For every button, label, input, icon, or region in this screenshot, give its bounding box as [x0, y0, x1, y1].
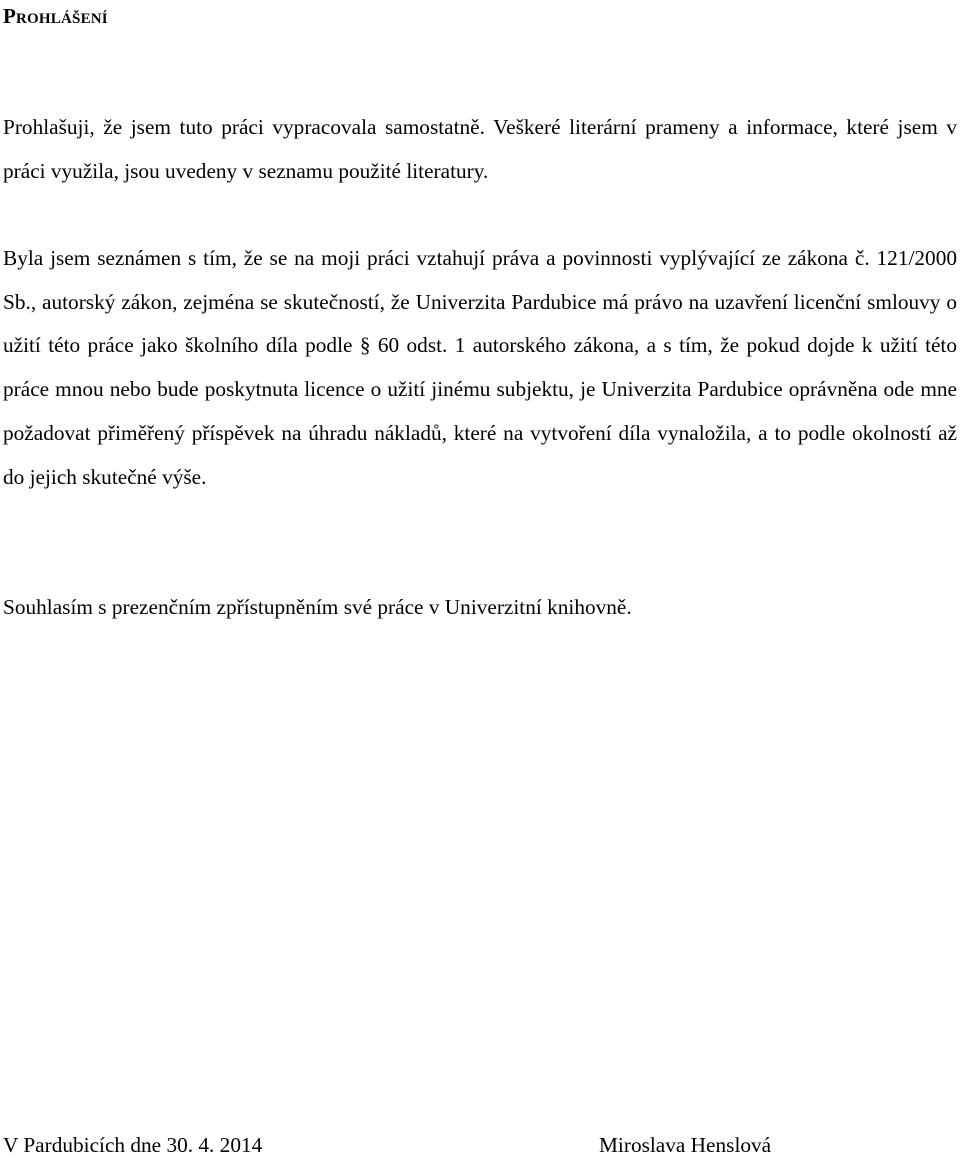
- declaration-heading: Prohlášení: [3, 4, 108, 28]
- declaration-paragraph-library-consent: Souhlasím s prezenčním zpřístupněním své práce v Univerzitní knihovně.: [3, 595, 632, 619]
- place-and-date: V Pardubicích dne 30. 4. 2014: [3, 1133, 263, 1157]
- declaration-paragraph-copyright: Byla jsem seznámen s tím, že se na moji práci vztahují práva a povinnosti vyplývající ze zákona č. 121/2000 Sb., autorský zákon, zejména se skutečností, že Univerzita Pardubice má právo na uzavření licenční smlouvy o užití této práce jako školního díla podle § 60 odst. 1 autorského zákona, a s tím, že pokud dojde k užití této práce mnou nebo bude poskytnuta licence o užití jinému subjektu, je Univerzita Pardubice oprávněna ode mne požadovat přiměřený příspěvek na úhradu nákladů, které na vytvoření díla vynaložila, a to podle okolností až do jejich skutečné výše.: [3, 246, 957, 489]
- declaration-paragraph-authorship: Prohlašuji, že jsem tuto práci vypracovala samostatně. Veškeré literární prameny a informace, které jsem v práci využila, jsou uvedeny v seznamu použité literatury.: [3, 115, 957, 183]
- author-name: Miroslava Henslová: [599, 1133, 772, 1157]
